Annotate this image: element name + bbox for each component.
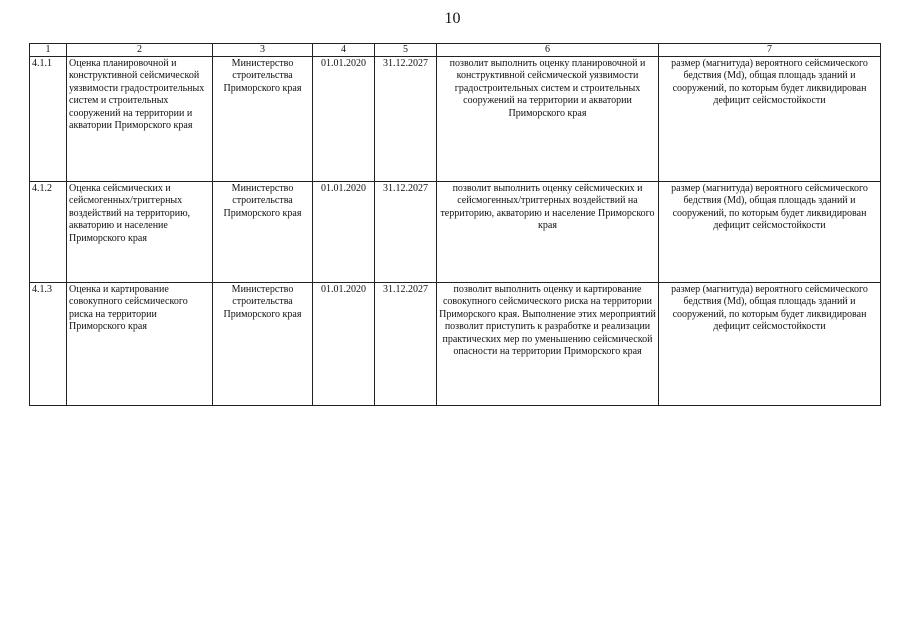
activity-end-date: 31.12.2027 [375,283,437,406]
activity-indicator: размер (магнитуда) вероятного сейсмического бедствия (Md), общая площадь зданий и сооружений, по которым будет ликвидирован дефицит сейсмостойкости [659,182,881,283]
column-header: 3 [213,44,313,57]
activity-name: Оценка сейсмических и сейсмогенных/триггерных воздействий на территорию, акваторию и население Приморского края [67,182,213,283]
activity-start-date: 01.01.2020 [313,57,375,182]
activity-indicator: размер (магнитуда) вероятного сейсмического бедствия (Md), общая площадь зданий и сооружений, по которым будет ликвидирован дефицит сейсмостойкости [659,283,881,406]
activity-start-date: 01.01.2020 [313,283,375,406]
activity-executor: Министерство строительства Приморского края [213,57,313,182]
activity-expected-result: позволит выполнить оценку планировочной и конструктивной сейсмической уязвимости градостроительных систем и строительных сооружений на территории и акватории Приморского края [437,57,659,182]
table-row [30,57,881,182]
activity-name: Оценка планировочной и конструктивной сейсмической уязвимости градостроительных систем и строительных сооружений на территории и акватории Приморского края [67,57,213,182]
column-header: 4 [313,44,375,57]
activity-expected-result: позволит выполнить оценку и картирование совокупного сейсмического риска на территории Приморского края. Выполнение этих мероприятий позволит приступить к разработке и реализации практических мер по уменьшению сейсмической опасности на территории Приморского края [437,283,659,406]
column-header: 2 [67,44,213,57]
activity-start-date: 01.01.2020 [313,182,375,283]
table-row [30,283,881,406]
activity-number: 4.1.1 [30,57,67,182]
column-header: 7 [659,44,881,57]
activity-expected-result: позволит выполнить оценку сейсмических и сейсмогенных/триггерных воздействий на территорию, акваторию и население Приморского края [437,182,659,283]
table-row [30,182,881,283]
activity-number: 4.1.2 [30,182,67,283]
activity-name: Оценка и картирование совокупного сейсмического риска на территории Приморского края [67,283,213,406]
column-header: 1 [30,44,67,57]
column-header: 6 [437,44,659,57]
activity-number: 4.1.3 [30,283,67,406]
activity-executor: Министерство строительства Приморского края [213,182,313,283]
program-activities-table [29,43,881,406]
activity-indicator: размер (магнитуда) вероятного сейсмического бедствия (Md), общая площадь зданий и сооружений, по которым будет ликвидирован дефицит сейсмостойкости [659,57,881,182]
activity-end-date: 31.12.2027 [375,182,437,283]
page-number: 10 [444,10,461,27]
activity-executor: Министерство строительства Приморского края [213,283,313,406]
column-number-header-row [30,44,881,57]
activity-end-date: 31.12.2027 [375,57,437,182]
column-header: 5 [375,44,437,57]
